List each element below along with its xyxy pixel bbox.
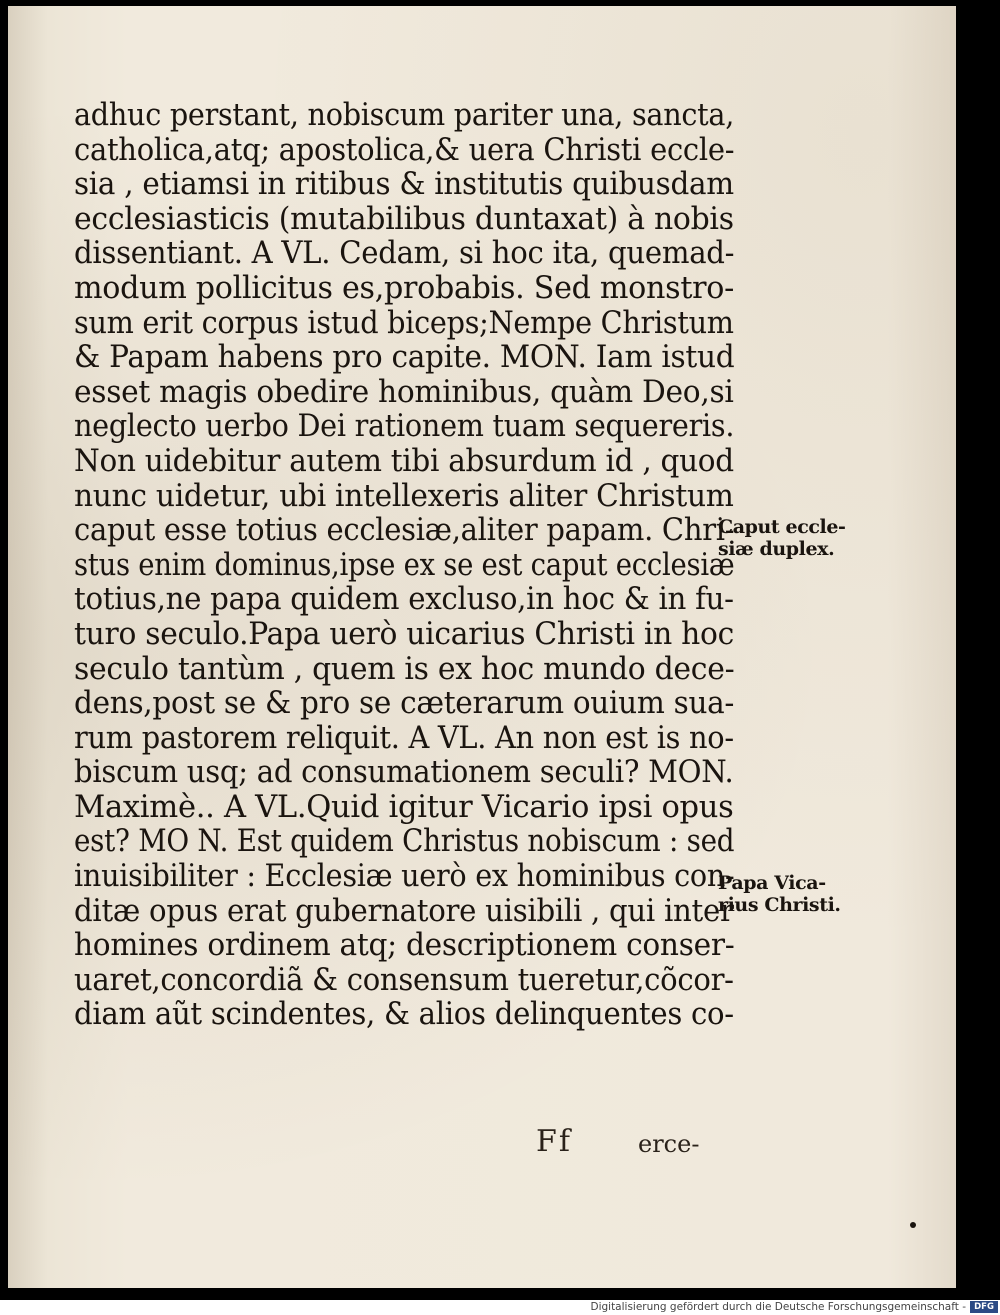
- marginal-note-line: rius Christi.: [718, 894, 841, 916]
- dfg-logo: DFG: [970, 1301, 998, 1313]
- text-line: turo seculo.Papa uerò uicarius Christi in hoc: [74, 615, 734, 652]
- marginal-note-papa-vicarius: [718, 872, 841, 916]
- text-line: ditæ opus erat gubernatore uisibili , qui inter: [74, 892, 734, 929]
- text-line: biscum usq; ad consumationem seculi? MON.: [74, 754, 734, 791]
- text-line: Maximè.. A VL.Quid igitur Vicario ipsi opus: [74, 788, 734, 825]
- book-page: [8, 6, 956, 1288]
- marginal-note-line: siæ duplex.: [718, 538, 835, 560]
- text-line: nunc uidetur, ubi intellexeris aliter Christum: [74, 477, 734, 514]
- text-line: rum pastorem reliquit. A VL. An non est is no-: [74, 719, 734, 756]
- text-line: dens,post se & pro se cæterarum ouium sua-: [74, 685, 735, 722]
- text-line: sia , etiamsi in ritibus & institutis quibusdam: [74, 166, 734, 203]
- text-line: adhuc perstant, nobiscum pariter una, sancta,: [74, 97, 735, 133]
- text-line: uaret,concordiã & consensum tueretur,cõcor-: [74, 961, 734, 998]
- signature-mark: Ff: [536, 1124, 572, 1159]
- text-line: stus enim dominus,ipse ex se est caput ecclesiæ: [74, 546, 735, 583]
- text-line: caput esse totius ecclesiæ,aliter papam. Chri-: [74, 512, 735, 549]
- text-line: seculo tantùm , quem is ex hoc mundo dece-: [74, 650, 735, 687]
- footer-credit: Digitalisierung gefördert durch die Deutsche Forschungsgemeinschaft -: [590, 1301, 966, 1313]
- digitization-footer: [0, 1300, 1000, 1315]
- text-line: totius,ne papa quidem excluso,in hoc & in fu-: [74, 581, 734, 618]
- text-line: catholica,atq; apostolica,& uera Christi eccle-: [74, 131, 735, 168]
- text-line: est? MO N. Est quidem Christus nobiscum : sed: [74, 823, 735, 860]
- main-text-block: [74, 98, 734, 1032]
- text-line: neglecto uerbo Dei rationem tuam sequereris.: [74, 408, 735, 445]
- marginal-note-line: Caput eccle-: [718, 516, 846, 538]
- text-line: Non uidebitur autem tibi absurdum id , quod: [74, 442, 734, 479]
- text-line: homines ordinem atq; descriptionem conser-: [74, 927, 735, 964]
- catchword: erce-: [638, 1130, 700, 1158]
- text-line: dissentiant. A VL. Cedam, si hoc ita, quemad-: [74, 235, 735, 272]
- ink-speck: [910, 1222, 916, 1228]
- text-line: & Papam habens pro capite. MON. Iam istud: [74, 339, 735, 376]
- marginal-note-caput-ecclesiae: [718, 516, 846, 560]
- text-line: modum pollicitus es,probabis. Sed monstro-: [74, 269, 734, 306]
- text-line: sum erit corpus istud biceps;Nempe Christum: [74, 304, 734, 341]
- text-line: ecclesiasticis (mutabilibus duntaxat) à nobis: [74, 200, 734, 237]
- marginal-note-line: Papa Vica-: [718, 872, 826, 894]
- text-line: diam aũt scindentes, & alios delinquentes co-: [74, 996, 734, 1033]
- text-line: inuisibiliter : Ecclesiæ uerò ex hominibus con-: [74, 858, 735, 895]
- text-line: esset magis obedire hominibus, quàm Deo,si: [74, 373, 734, 410]
